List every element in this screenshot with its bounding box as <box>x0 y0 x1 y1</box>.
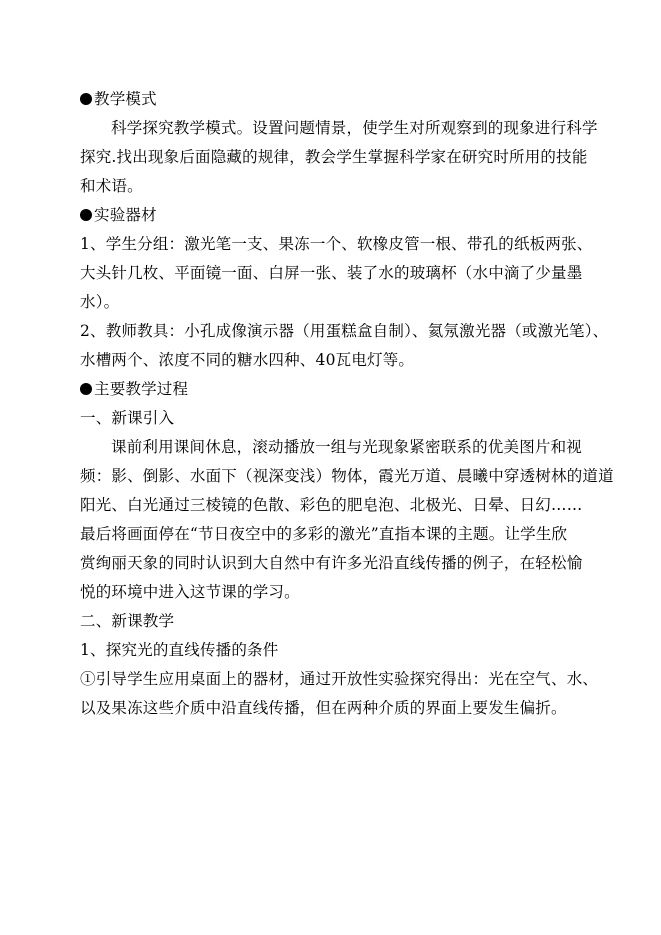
equipment-item-2-line: 2、教师教具：小孔成像演示器（用蛋糕盒自制）、氦氖激光器（或激光笔）、 <box>80 322 609 340</box>
bullet-icon <box>80 93 92 105</box>
intro-line: 课前利用课间休息，滚动播放一组与光现象紧密联系的优美图片和视 <box>111 438 583 456</box>
bullet-icon <box>80 209 92 221</box>
heading-equipment: 实验器材 <box>80 201 590 230</box>
point-1-line: 以及果冻这些介质中沿直线传播，但在两种介质的界面上要发生偏折。 <box>80 699 567 717</box>
heading-process: 主要教学过程 <box>80 375 590 404</box>
subheading-intro: 一、新课引入 <box>80 409 175 427</box>
document-body <box>80 85 614 723</box>
bullet-icon <box>80 383 92 395</box>
intro-line: 最后将画面停在“节日夜空中的多彩的激光”直指本课的主题。让学生欣 <box>80 525 568 543</box>
intro-line: 悦的环境中进入这节课的学习。 <box>80 583 300 601</box>
intro-line: 阳光、白光通过三棱镜的色散、彩色的肥皂泡、北极光、日晕、日幻…… <box>80 496 583 514</box>
teaching-mode-line: 探究.找出现象后面隐藏的规律，教会学生掌握科学家在研究时所用的技能 <box>80 148 588 166</box>
equipment-item-2-line: 水槽两个、浓度不同的糖水四种、40瓦电灯等。 <box>80 351 415 369</box>
point-1-line: ①引导学生应用桌面上的器材，通过开放性实验探究得出：光在空气、水、 <box>80 670 599 688</box>
subheading-new-lesson: 二、新课教学 <box>80 612 175 630</box>
subheading-item-1: 1、探究光的直线传播的条件 <box>80 641 279 659</box>
heading-teaching-mode: 教学模式 <box>80 85 590 114</box>
equipment-item-1-line: 1、学生分组：激光笔一支、果冻一个、软橡皮管一根、带孔的纸板两张、 <box>80 235 593 253</box>
equipment-item-1-line: 大头针几枚、平面镜一面、白屏一张、装了水的玻璃杯（水中滴了少量墨 <box>80 264 583 282</box>
intro-line: 频：影、倒影、水面下（视深变浅）物体，霞光万道、晨曦中穿透树林的道道 <box>80 467 614 485</box>
teaching-mode-line: 科学探究教学模式。设置问题情景，使学生对所观察到的现象进行科学 <box>111 119 598 137</box>
intro-line: 赏绚丽天象的同时认识到大自然中有许多光沿直线传播的例子，在轻松愉 <box>80 554 583 572</box>
equipment-item-1-line: 水）。 <box>80 293 120 311</box>
teaching-mode-line: 和术语。 <box>80 177 143 195</box>
